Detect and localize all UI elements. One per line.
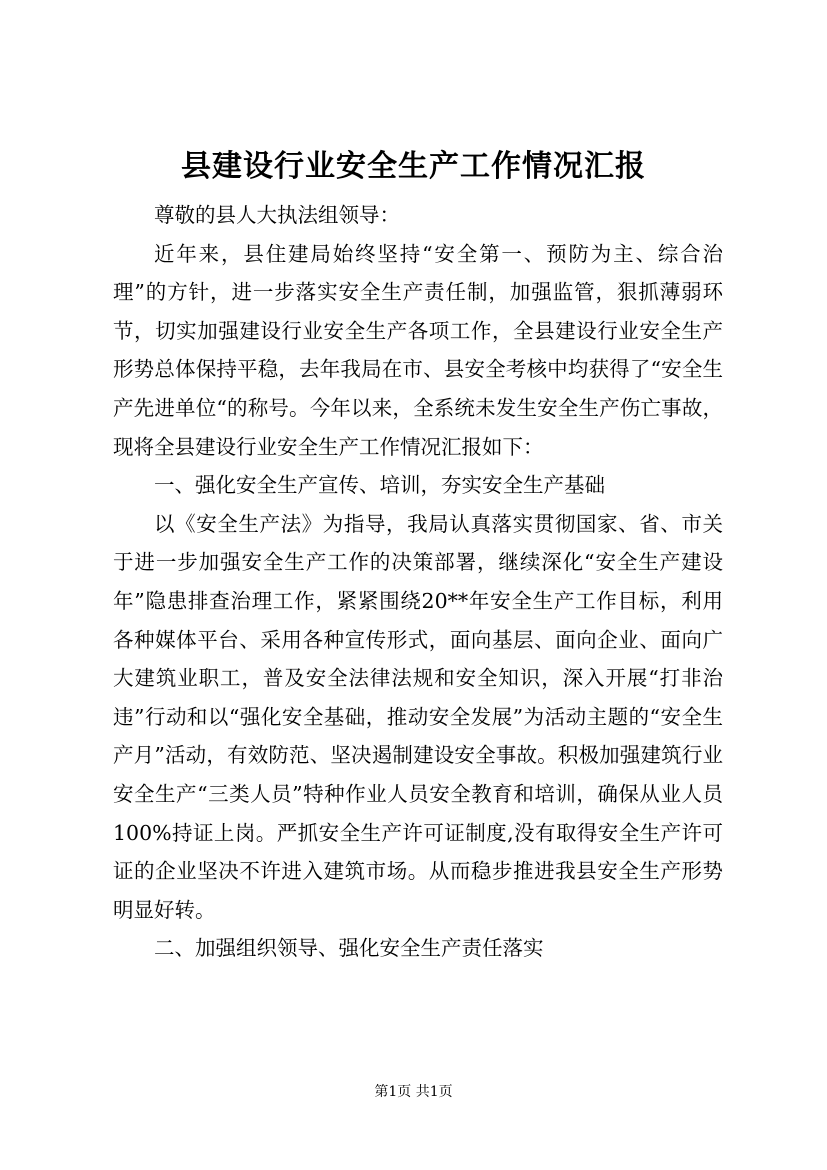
document-body — [113, 196, 723, 968]
paragraph-section-1: 以《安全生产法》为指导，我局认真落实贯彻国家、省、市关于进一步加强安全生产工作的决策部署，继续深化“安全生产建设年”隐患排查治理工作，紧紧围绕20**年安全生产工作目标，利用各种媒体平台、采用各种宣传形式，面向基层、面向企业、面向广大建筑业职工，普及安全法律法规和安全知识，深入开展“打非治违”行动和以“强化安全基础，推动安全发展”为活动主题的“安全生产月”活动，有效防范、坚决遏制建设安全事故。积极加强建筑行业安全生产“三类人员”特种作业人员安全教育和培训，确保从业人员100%持证上岗。严抓安全生产许可证制度,没有取得安全生产许可证的企业坚决不许进入建筑市场。从而稳步推进我县安全生产形势明显好转。 — [113, 511, 723, 922]
document-title: 县建设行业安全生产工作情况汇报 — [181, 149, 646, 184]
section-heading-1: 一、强化安全生产宣传、培训，夯实安全生产基础 — [154, 473, 605, 498]
paragraph-intro: 近年来，县住建局始终坚持“安全第一、预防为主、综合治理”的方针，进一步落实安全生产责任制，加强监管，狠抓薄弱环节，切实加强建设行业安全生产各项工作，全县建设行业安全生产形势总体保持平稳，去年我局在市、县安全考核中均获得了“安全生产先进单位“的称号。今年以来，全系统未发生安全生产伤亡事故，现将全县建设行业安全生产工作情况汇报如下： — [113, 241, 723, 459]
section-heading-2: 二、加强组织领导、强化安全生产责任落实 — [154, 936, 544, 961]
page-footer: 第1页 共1页 — [374, 1084, 453, 1100]
salutation: 尊敬的县人大执法组领导： — [154, 203, 400, 227]
